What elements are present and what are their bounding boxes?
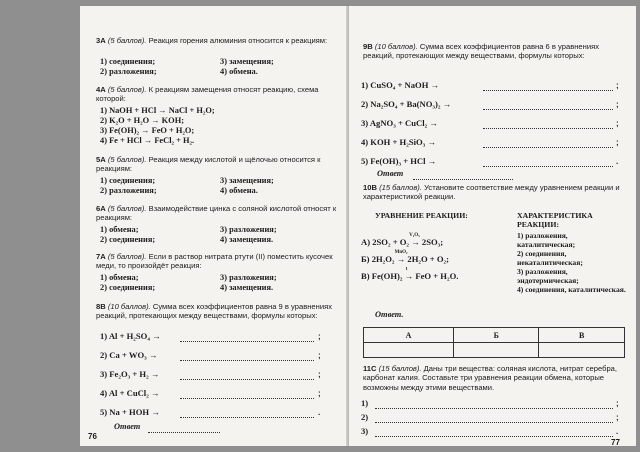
- option: 4) замещения.: [220, 235, 274, 244]
- answer-label: Ответ: [114, 422, 141, 431]
- answer-blank[interactable]: [180, 417, 314, 418]
- answer-cell[interactable]: [539, 343, 625, 358]
- option: 1) соединения;: [100, 57, 156, 66]
- question-10b: [363, 183, 625, 202]
- semicolon: ;: [318, 351, 321, 360]
- option: 1) обмена;: [100, 273, 139, 282]
- question-points: (5 баллов).: [107, 204, 147, 213]
- answer-cell[interactable]: [454, 343, 539, 358]
- option: 2) разложения;: [100, 67, 157, 76]
- reaction-formula: 5) Fe(OH)₃ + HCl →: [361, 156, 437, 166]
- question-points: (15 баллов).: [379, 183, 422, 192]
- question-text: Реакция между кислотой и щёлочью относится к реакциям:: [96, 155, 321, 174]
- answer-label: Ответ.: [375, 310, 404, 319]
- line-number: 1): [361, 398, 369, 408]
- answer-blank[interactable]: [483, 90, 613, 91]
- page-number: 77: [611, 438, 620, 446]
- question-number: 4A: [96, 85, 106, 94]
- question-6a: [96, 204, 338, 223]
- answer-blank[interactable]: [180, 379, 314, 380]
- characteristic-item: 1) разложения, каталитическая;: [517, 231, 576, 249]
- semicolon: ;: [616, 119, 619, 128]
- catalyst-label: V₂O₅: [409, 233, 420, 238]
- reaction-formula: 2) Ca + WO₃ →: [100, 350, 158, 360]
- option: 2) соединения;: [100, 283, 156, 292]
- answer-blank[interactable]: [375, 408, 613, 409]
- semicolon: ;: [318, 332, 321, 341]
- question-text: Реакция горения алюминия относится к реакциям:: [148, 36, 328, 45]
- question-points: (5 баллов).: [107, 85, 147, 94]
- reaction-formula: 3) Fe₂O₃ + H₂ →: [100, 369, 160, 379]
- option: 4) замещения.: [220, 283, 274, 292]
- semicolon: ;: [616, 399, 619, 408]
- question-number: 5A: [96, 155, 106, 164]
- question-points: (15 баллов).: [378, 364, 422, 373]
- semicolon: ;: [616, 100, 619, 109]
- question-number: 8B: [96, 302, 106, 311]
- question-number: 9B: [363, 42, 373, 51]
- equation-b: Б) 2H₂O₂ MnO₂ → 2H₂O + O₂;: [361, 250, 449, 264]
- reaction-formula: 1) Al + H₂SO₄ →: [100, 331, 161, 341]
- semicolon: .: [318, 408, 321, 417]
- answer-blank[interactable]: [375, 436, 613, 437]
- question-text: Взаимодействие цинка с соляной кислотой относят к реакциям:: [96, 204, 337, 223]
- table-header-cell: В: [539, 328, 625, 343]
- question-points: (5 баллов).: [107, 36, 147, 45]
- semicolon: ;: [318, 389, 321, 398]
- question-number: 7A: [96, 252, 106, 261]
- question-text: К реакциям замещения относят реакцию, схема которой:: [96, 85, 319, 104]
- option: 1) обмена;: [100, 225, 139, 234]
- question-points: (5 баллов).: [107, 252, 147, 261]
- answer-blank[interactable]: [483, 128, 613, 129]
- question-11c: [363, 364, 625, 392]
- reaction-formula: 4) Al + CuCl₂ →: [100, 388, 160, 398]
- answer-cell[interactable]: [364, 343, 454, 358]
- semicolon: ;: [616, 138, 619, 147]
- line-number: 2): [361, 412, 369, 422]
- characteristic-item: 4) соединения, каталитическая.: [517, 285, 626, 294]
- answer-blank[interactable]: [148, 432, 220, 433]
- characteristic-item: 2) соединения, некаталитическая;: [517, 249, 583, 267]
- semicolon: ;: [616, 413, 619, 422]
- question-number: 11C: [363, 364, 377, 373]
- semicolon: ;: [616, 81, 619, 90]
- answer-blank[interactable]: [375, 422, 613, 423]
- answer-label: Ответ: [377, 169, 404, 178]
- question-number: 10B: [363, 183, 377, 192]
- reaction-formula: 4) KOH + H₂SiO₃ →: [361, 137, 436, 147]
- temperature-label: t: [405, 267, 408, 272]
- option: 3) разложения;: [220, 273, 277, 282]
- reaction-formula: 3) AgNO₃ + CuCl₂ →: [361, 118, 438, 128]
- question-points: (10 баллов).: [107, 302, 151, 311]
- question-number: 3A: [96, 36, 106, 45]
- option: 2) соединения;: [100, 235, 156, 244]
- answer-blank[interactable]: [483, 109, 613, 110]
- catalyst-label: MnO₂: [394, 250, 408, 255]
- option: 2) K₂O + H₂O → KOH;: [100, 116, 185, 125]
- equation-a: А) 2SO₂ + O₂ V₂O₅ → 2SO₃;: [361, 233, 444, 247]
- option: 4) обмена.: [220, 67, 258, 76]
- question-9b: [363, 42, 625, 61]
- characteristic-item: 3) разложения, эндотермическая;: [517, 267, 579, 285]
- question-text: Сумма всех коэффициентов равна 6 в уравнениях реакций, протекающих между веществами, формулы которых:: [363, 42, 599, 61]
- question-text: Если в раствор нитрата ртути (II) поместить кусочек меди, то произойдёт реакция:: [96, 252, 333, 271]
- page-number: 76: [88, 432, 97, 441]
- question-7a: [96, 252, 338, 271]
- question-number: 6A: [96, 204, 106, 213]
- question-points: (5 баллов).: [107, 155, 147, 164]
- column-header-equations: УРАВНЕНИЕ РЕАКЦИИ:: [375, 211, 468, 220]
- question-points: (10 баллов).: [374, 42, 418, 51]
- option: 4) Fe + HCl → FeCl₂ + H₂.: [100, 136, 195, 145]
- right-page: [349, 6, 636, 446]
- option: 1) соединения;: [100, 176, 156, 185]
- answer-blank[interactable]: [413, 179, 513, 180]
- semicolon: .: [616, 427, 619, 436]
- reaction-formula: 1) CuSO₄ + NaOH →: [361, 80, 440, 90]
- left-page: [80, 6, 348, 446]
- answer-blank[interactable]: [483, 147, 613, 148]
- option: 1) NaOH + HCl → NaCl + H₂O;: [100, 106, 215, 115]
- semicolon: ;: [318, 370, 321, 379]
- question-text: Установите соответствие между уравнением реакции и характеристикой реакции.: [363, 183, 620, 202]
- table-header-cell: А: [364, 328, 454, 343]
- table-header-cell: Б: [454, 328, 539, 343]
- answer-blank[interactable]: [180, 398, 314, 399]
- answer-table: [363, 327, 625, 358]
- option: 3) разложения;: [220, 225, 277, 234]
- question-text: Сумма всех коэффициентов равна 9 в уравнениях реакций, протекающих между веществами, формулы которых:: [96, 302, 332, 321]
- option: 4) обмена.: [220, 186, 258, 195]
- semicolon: .: [616, 157, 619, 166]
- option: 3) замещения;: [220, 176, 274, 185]
- table-answer-row: [364, 343, 625, 358]
- column-header-characteristics: ХАРАКТЕРИСТИКА РЕАКЦИИ:: [517, 211, 593, 229]
- question-8b: [96, 302, 338, 321]
- answer-blank[interactable]: [180, 360, 314, 361]
- line-number: 3): [361, 426, 369, 436]
- answer-blank[interactable]: [483, 166, 613, 167]
- question-5a: [96, 155, 338, 174]
- question-text: Даны три вещества: соляная кислота, нитрат серебра, карбонат калия. Составьте три уравнения реакции обмена, которые возможны между этими веществами.: [363, 364, 618, 392]
- option: 2) разложения;: [100, 186, 157, 195]
- table-header-row: [364, 328, 625, 343]
- question-3a: [96, 36, 338, 45]
- option: 3) Fe(OH)₂ → FeO + H₂O;: [100, 126, 195, 135]
- question-4a: [96, 85, 338, 104]
- equation-c: В) Fe(OH)₂ t → FeO + H₂O.: [361, 267, 459, 281]
- answer-blank[interactable]: [180, 341, 314, 342]
- reaction-formula: 2) Na₂SO₄ + Ba(NO₃)₂ →: [361, 99, 452, 109]
- option: 3) замещения;: [220, 57, 274, 66]
- reaction-formula: 5) Na + HOH →: [100, 407, 160, 417]
